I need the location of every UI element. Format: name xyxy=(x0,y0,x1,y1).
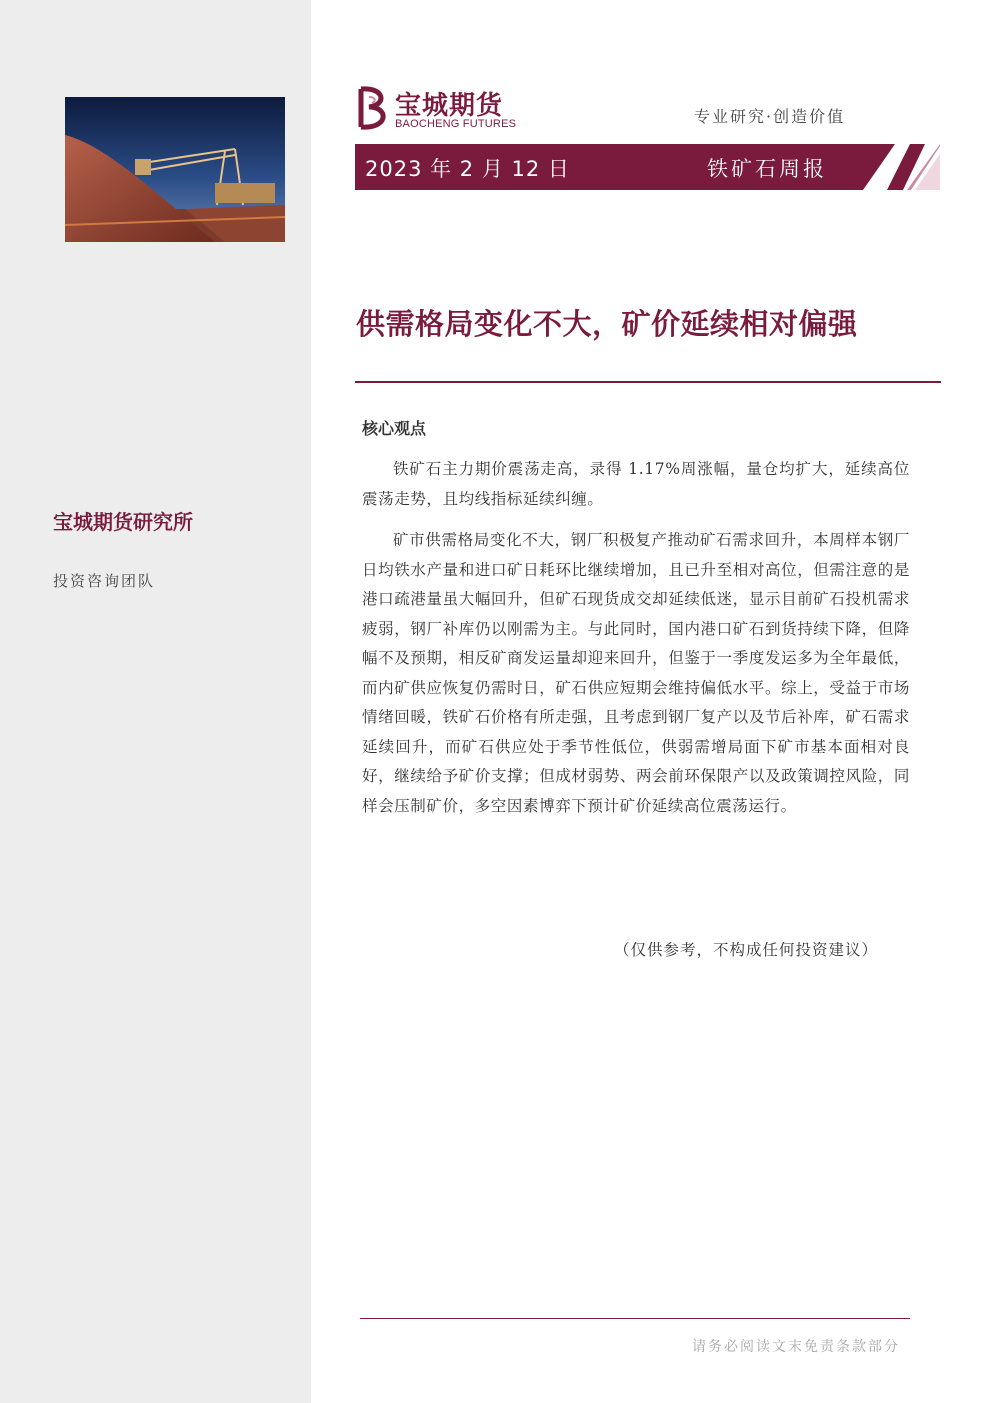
iron-ore-stacker-photo xyxy=(65,97,285,242)
sidebar xyxy=(0,0,311,1403)
title-divider xyxy=(355,381,941,383)
photo-svg xyxy=(65,97,285,242)
report-date: 2023 年 2 月 12 日 xyxy=(365,157,570,181)
brand-name-en: BAOCHENG FUTURES xyxy=(395,118,517,130)
brand-name-cn: 宝城期货 xyxy=(395,91,504,121)
core-view-heading: 核心观点 xyxy=(362,419,427,438)
investment-disclaimer: （仅供参考，不构成任何投资建议） xyxy=(614,941,879,959)
sidebar-team: 投资咨询团队 xyxy=(53,572,156,590)
footer-divider xyxy=(360,1318,910,1319)
sidebar-organization: 宝城期货研究所 xyxy=(53,510,193,534)
core-paragraph: 铁矿石主力期价震荡走高，录得 1.17%周涨幅，量仓均扩大，延续高位震荡走势，且均线指标延续纠缠。 xyxy=(362,460,910,508)
brand-slogan: 专业研究·创造价值 xyxy=(694,107,846,126)
footer-note: 请务必阅读文末免责条款部分 xyxy=(692,1339,900,1355)
core-paragraph: 矿市供需格局变化不大，钢厂积极复产推动矿石需求回升，本周样本钢厂日均铁水产量和进口矿日耗环比继续增加，且已升至相对高位，但需注意的是港口疏港量虽大幅回升，但矿石现货成交却延续低迷，显示目前矿石投机需求疲弱，钢厂补库仍以刚需为主。与此同时，国内港口矿石到货持续下降，但降幅不及预期，相反矿商发运量却迎来回升，但鉴于一季度发运多为全年最低，而内矿供应恢复仍需时日，矿石供应短期会维持偏低水平。综上，受益于市场情绪回暖，铁矿石价格有所走强，且考虑到钢厂复产以及节后补库，矿石需求延续回升，而矿石供应处于季节性低位，供弱需增局面下矿市基本面相对良好，继续给予矿价支撑；但成材弱势、两会前环保限产以及政策调控风险，同样会压制矿价，多空因素博弈下预计矿价延续高位震荡运行。 xyxy=(362,531,910,815)
report-type: 铁矿石周报 xyxy=(707,157,827,181)
brand-logo xyxy=(355,85,525,133)
report-banner xyxy=(355,144,940,190)
report-headline: 供需格局变化不大，矿价延续相对偏强 xyxy=(356,307,858,341)
baocheng-logo-icon xyxy=(355,85,391,131)
